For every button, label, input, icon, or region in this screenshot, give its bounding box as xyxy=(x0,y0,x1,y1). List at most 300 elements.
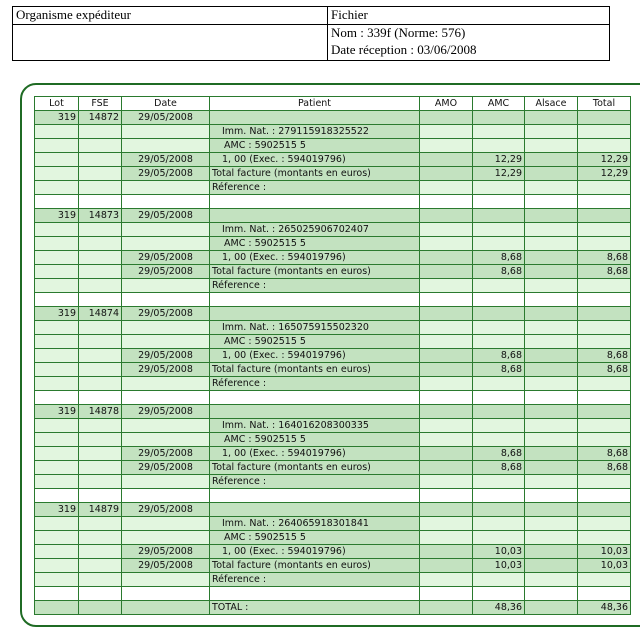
invoice-total-row xyxy=(35,461,631,475)
total-date-cell: 29/05/2008 xyxy=(122,265,210,279)
cell xyxy=(578,531,631,545)
cell xyxy=(420,517,473,531)
cell xyxy=(79,601,122,615)
amc-number-cell: AMC : 5902515 5 xyxy=(210,433,420,447)
reference-row xyxy=(35,377,631,391)
cell xyxy=(79,321,122,335)
cell xyxy=(79,391,122,405)
alsace-cell xyxy=(525,349,578,363)
invoice-total-row xyxy=(35,167,631,181)
act-date-cell: 29/05/2008 xyxy=(122,153,210,167)
spacer-row xyxy=(35,293,631,307)
date-cell: 29/05/2008 xyxy=(122,111,210,125)
cell xyxy=(35,447,79,461)
cell xyxy=(35,489,79,503)
date-cell: 29/05/2008 xyxy=(122,307,210,321)
table-header-row xyxy=(35,97,631,111)
imm-nat-cell: Imm. Nat. : 264065918301841 xyxy=(210,517,420,531)
spacer-row xyxy=(35,587,631,601)
act-amc-cell: 12,29 xyxy=(473,153,525,167)
cell xyxy=(525,391,578,405)
invoice-header-row xyxy=(35,307,631,321)
cell xyxy=(210,587,420,601)
cell xyxy=(79,223,122,237)
cell xyxy=(35,139,79,153)
cell xyxy=(578,335,631,349)
cell xyxy=(525,293,578,307)
total-cell xyxy=(578,209,631,223)
cell xyxy=(122,335,210,349)
cell xyxy=(79,419,122,433)
total-cell xyxy=(578,111,631,125)
cell xyxy=(473,517,525,531)
fse-cell: 14878 xyxy=(79,405,122,419)
alsace-cell xyxy=(525,111,578,125)
alsace-cell xyxy=(525,265,578,279)
total-date-cell: 29/05/2008 xyxy=(122,461,210,475)
imm-nat-cell: Imm. Nat. : 279115918325522 xyxy=(210,125,420,139)
cell xyxy=(420,139,473,153)
amo-cell xyxy=(420,447,473,461)
act-cell: 1, 00 (Exec. : 594019796) xyxy=(210,545,420,559)
patient-amc-row xyxy=(35,139,631,153)
total-total-cell: 10,03 xyxy=(578,559,631,573)
cell xyxy=(525,517,578,531)
cell xyxy=(79,489,122,503)
cell xyxy=(35,391,79,405)
cell xyxy=(35,335,79,349)
cell xyxy=(525,489,578,503)
cell xyxy=(35,545,79,559)
cell xyxy=(473,223,525,237)
cell xyxy=(473,573,525,587)
act-date-cell: 29/05/2008 xyxy=(122,545,210,559)
act-cell: 1, 00 (Exec. : 594019796) xyxy=(210,251,420,265)
cell xyxy=(473,237,525,251)
date-cell: 29/05/2008 xyxy=(122,209,210,223)
cell xyxy=(122,321,210,335)
cell xyxy=(79,587,122,601)
grand-total-row xyxy=(35,601,631,615)
total-cell xyxy=(578,307,631,321)
amo-cell xyxy=(420,503,473,517)
cell xyxy=(473,475,525,489)
cell xyxy=(35,517,79,531)
cell xyxy=(578,433,631,447)
alsace-cell xyxy=(525,209,578,223)
cell xyxy=(473,433,525,447)
act-row xyxy=(35,251,631,265)
cell xyxy=(578,475,631,489)
cell xyxy=(525,419,578,433)
file-label: Fichier xyxy=(331,7,368,22)
cell xyxy=(578,391,631,405)
cell xyxy=(79,545,122,559)
alsace-cell xyxy=(525,167,578,181)
cell xyxy=(578,321,631,335)
cell xyxy=(35,321,79,335)
cell xyxy=(578,279,631,293)
cell xyxy=(473,279,525,293)
cell xyxy=(525,475,578,489)
invoice-total-row xyxy=(35,559,631,573)
alsace-cell xyxy=(525,503,578,517)
cell xyxy=(79,265,122,279)
cell xyxy=(35,223,79,237)
cell xyxy=(578,195,631,209)
cell xyxy=(122,293,210,307)
cell xyxy=(35,587,79,601)
cell xyxy=(122,195,210,209)
cell xyxy=(122,587,210,601)
cell xyxy=(473,531,525,545)
patient-imm-row xyxy=(35,517,631,531)
cell xyxy=(420,237,473,251)
spacer-row xyxy=(35,489,631,503)
cell xyxy=(578,573,631,587)
cell xyxy=(420,391,473,405)
imm-nat-cell: Imm. Nat. : 165075915502320 xyxy=(210,321,420,335)
cell xyxy=(35,279,79,293)
lot-cell: 319 xyxy=(35,503,79,517)
cell xyxy=(525,377,578,391)
cell xyxy=(473,377,525,391)
cell xyxy=(578,293,631,307)
cell xyxy=(525,237,578,251)
grand-total-label: TOTAL : xyxy=(210,601,420,615)
reference-row xyxy=(35,279,631,293)
patient-imm-row xyxy=(35,321,631,335)
amo-cell xyxy=(420,251,473,265)
cell xyxy=(420,335,473,349)
cell xyxy=(420,489,473,503)
cell xyxy=(578,139,631,153)
fse-cell: 14879 xyxy=(79,503,122,517)
cell xyxy=(473,335,525,349)
cell xyxy=(525,587,578,601)
cell xyxy=(79,559,122,573)
cell xyxy=(35,195,79,209)
lot-cell: 319 xyxy=(35,405,79,419)
total-amc-cell: 8,68 xyxy=(473,363,525,377)
lot-cell: 319 xyxy=(35,307,79,321)
act-total-cell: 8,68 xyxy=(578,251,631,265)
cell xyxy=(35,363,79,377)
cell xyxy=(35,419,79,433)
cell xyxy=(79,167,122,181)
cell xyxy=(79,237,122,251)
cell xyxy=(473,587,525,601)
cell xyxy=(35,251,79,265)
alsace-cell xyxy=(525,363,578,377)
cell xyxy=(35,475,79,489)
cell xyxy=(122,489,210,503)
cell xyxy=(578,237,631,251)
cell xyxy=(525,195,578,209)
act-row xyxy=(35,447,631,461)
patient-imm-row xyxy=(35,125,631,139)
alsace-cell xyxy=(525,545,578,559)
total-date-cell: 29/05/2008 xyxy=(122,167,210,181)
act-date-cell: 29/05/2008 xyxy=(122,251,210,265)
act-cell: 1, 00 (Exec. : 594019796) xyxy=(210,153,420,167)
cell xyxy=(578,125,631,139)
cell xyxy=(122,475,210,489)
cell xyxy=(79,363,122,377)
total-label-cell: Total facture (montants en euros) xyxy=(210,461,420,475)
alsace-cell xyxy=(525,307,578,321)
cell xyxy=(473,195,525,209)
cell xyxy=(578,181,631,195)
cell xyxy=(79,531,122,545)
act-amc-cell: 8,68 xyxy=(473,251,525,265)
cell xyxy=(122,125,210,139)
alsace-cell xyxy=(525,559,578,573)
cell xyxy=(35,181,79,195)
cell xyxy=(525,181,578,195)
patient-cell xyxy=(210,209,420,223)
column-header-date: Date xyxy=(122,97,210,111)
reference-row xyxy=(35,475,631,489)
amc-number-cell: AMC : 5902515 5 xyxy=(210,237,420,251)
amc-cell xyxy=(473,503,525,517)
cell xyxy=(525,125,578,139)
cell xyxy=(578,517,631,531)
cell xyxy=(420,181,473,195)
cell xyxy=(79,279,122,293)
amo-cell xyxy=(420,559,473,573)
cell xyxy=(122,517,210,531)
cell xyxy=(420,223,473,237)
cell xyxy=(473,181,525,195)
total-cell xyxy=(578,503,631,517)
act-row xyxy=(35,153,631,167)
grand-total-total: 48,36 xyxy=(578,601,631,615)
patient-imm-row xyxy=(35,419,631,433)
cell xyxy=(525,321,578,335)
total-label-cell: Total facture (montants en euros) xyxy=(210,167,420,181)
fse-cell: 14872 xyxy=(79,111,122,125)
cell xyxy=(473,489,525,503)
act-total-cell: 8,68 xyxy=(578,447,631,461)
amo-cell xyxy=(420,461,473,475)
cell xyxy=(473,419,525,433)
patient-cell xyxy=(210,405,420,419)
imm-nat-cell: Imm. Nat. : 164016208300335 xyxy=(210,419,420,433)
cell xyxy=(122,377,210,391)
invoice-table-body xyxy=(35,111,631,615)
cell xyxy=(79,377,122,391)
cell xyxy=(35,153,79,167)
cell xyxy=(79,293,122,307)
cell xyxy=(79,125,122,139)
patient-cell xyxy=(210,503,420,517)
cell xyxy=(578,587,631,601)
total-total-cell: 8,68 xyxy=(578,461,631,475)
patient-cell xyxy=(210,111,420,125)
act-amc-cell: 8,68 xyxy=(473,447,525,461)
cell xyxy=(473,139,525,153)
total-amc-cell: 8,68 xyxy=(473,461,525,475)
reception-date: Date réception : 03/06/2008 xyxy=(331,42,477,57)
cell xyxy=(122,223,210,237)
reference-row xyxy=(35,181,631,195)
total-label-cell: Total facture (montants en euros) xyxy=(210,363,420,377)
patient-amc-row xyxy=(35,237,631,251)
cell xyxy=(420,377,473,391)
act-cell: 1, 00 (Exec. : 594019796) xyxy=(210,349,420,363)
invoice-total-row xyxy=(35,265,631,279)
cell xyxy=(35,349,79,363)
alsace-cell xyxy=(525,447,578,461)
total-date-cell: 29/05/2008 xyxy=(122,559,210,573)
grand-total-amc: 48,36 xyxy=(473,601,525,615)
amo-cell xyxy=(420,265,473,279)
alsace-cell xyxy=(525,251,578,265)
amo-cell xyxy=(420,349,473,363)
act-cell: 1, 00 (Exec. : 594019796) xyxy=(210,447,420,461)
cell xyxy=(578,377,631,391)
cell xyxy=(420,433,473,447)
cell xyxy=(79,181,122,195)
cell xyxy=(420,419,473,433)
invoice-header-row xyxy=(35,209,631,223)
column-header-lot: Lot xyxy=(35,97,79,111)
amc-number-cell: AMC : 5902515 5 xyxy=(210,335,420,349)
column-header-amc: AMC xyxy=(473,97,525,111)
cell xyxy=(122,433,210,447)
alsace-cell xyxy=(525,153,578,167)
lot-cell: 319 xyxy=(35,111,79,125)
cell xyxy=(35,433,79,447)
amo-cell xyxy=(420,405,473,419)
alsace-cell xyxy=(525,461,578,475)
cell xyxy=(525,601,578,615)
cell xyxy=(79,433,122,447)
reference-cell: Réference : xyxy=(210,377,420,391)
act-row xyxy=(35,349,631,363)
fse-cell: 14873 xyxy=(79,209,122,223)
amo-cell xyxy=(420,111,473,125)
cell xyxy=(420,279,473,293)
column-header-total: Total xyxy=(578,97,631,111)
cell xyxy=(473,125,525,139)
cell xyxy=(79,517,122,531)
cell xyxy=(79,335,122,349)
cell xyxy=(525,335,578,349)
cell xyxy=(79,153,122,167)
reference-cell: Réference : xyxy=(210,573,420,587)
total-total-cell: 8,68 xyxy=(578,363,631,377)
column-header-alsace: Alsace xyxy=(525,97,578,111)
amo-cell xyxy=(420,545,473,559)
file-name: Nom : 339f (Norme: 576) xyxy=(331,25,466,40)
spacer-row xyxy=(35,195,631,209)
cell xyxy=(122,181,210,195)
cell xyxy=(35,531,79,545)
cell xyxy=(420,195,473,209)
cell xyxy=(122,237,210,251)
amc-cell xyxy=(473,307,525,321)
patient-amc-row xyxy=(35,433,631,447)
date-cell: 29/05/2008 xyxy=(122,405,210,419)
cell xyxy=(420,321,473,335)
cell xyxy=(420,601,473,615)
cell xyxy=(525,279,578,293)
act-date-cell: 29/05/2008 xyxy=(122,349,210,363)
cell xyxy=(122,601,210,615)
cell xyxy=(210,293,420,307)
cell xyxy=(525,531,578,545)
column-header-patient: Patient xyxy=(210,97,420,111)
total-amc-cell: 8,68 xyxy=(473,265,525,279)
act-total-cell: 8,68 xyxy=(578,349,631,363)
cell xyxy=(122,391,210,405)
act-total-cell: 12,29 xyxy=(578,153,631,167)
amc-number-cell: AMC : 5902515 5 xyxy=(210,531,420,545)
cell xyxy=(35,237,79,251)
cell xyxy=(420,125,473,139)
cell xyxy=(525,433,578,447)
cell xyxy=(79,139,122,153)
amc-cell xyxy=(473,111,525,125)
amc-cell xyxy=(473,405,525,419)
cell xyxy=(35,573,79,587)
cell xyxy=(79,447,122,461)
cell xyxy=(525,573,578,587)
reference-cell: Réference : xyxy=(210,279,420,293)
invoice-total-row xyxy=(35,363,631,377)
cell xyxy=(420,293,473,307)
cell xyxy=(35,125,79,139)
cell xyxy=(122,419,210,433)
act-amc-cell: 10,03 xyxy=(473,545,525,559)
cell xyxy=(122,279,210,293)
amo-cell xyxy=(420,153,473,167)
cell xyxy=(35,461,79,475)
cell xyxy=(79,195,122,209)
cell xyxy=(525,223,578,237)
invoice-header-row xyxy=(35,405,631,419)
imm-nat-cell: Imm. Nat. : 265025906702407 xyxy=(210,223,420,237)
cell xyxy=(525,139,578,153)
total-total-cell: 8,68 xyxy=(578,265,631,279)
total-total-cell: 12,29 xyxy=(578,167,631,181)
invoice-header-row xyxy=(35,111,631,125)
total-label-cell: Total facture (montants en euros) xyxy=(210,559,420,573)
spacer-row xyxy=(35,391,631,405)
amo-cell xyxy=(420,363,473,377)
cell xyxy=(578,489,631,503)
cell xyxy=(122,531,210,545)
reference-cell: Réference : xyxy=(210,181,420,195)
cell xyxy=(35,265,79,279)
cell xyxy=(35,377,79,391)
lot-cell: 319 xyxy=(35,209,79,223)
cell xyxy=(35,293,79,307)
cell xyxy=(79,475,122,489)
cell xyxy=(420,531,473,545)
reference-cell: Réference : xyxy=(210,475,420,489)
patient-amc-row xyxy=(35,335,631,349)
act-amc-cell: 8,68 xyxy=(473,349,525,363)
patient-imm-row xyxy=(35,223,631,237)
cell xyxy=(210,391,420,405)
cell xyxy=(79,349,122,363)
cell xyxy=(210,489,420,503)
cell xyxy=(35,601,79,615)
cell xyxy=(473,293,525,307)
